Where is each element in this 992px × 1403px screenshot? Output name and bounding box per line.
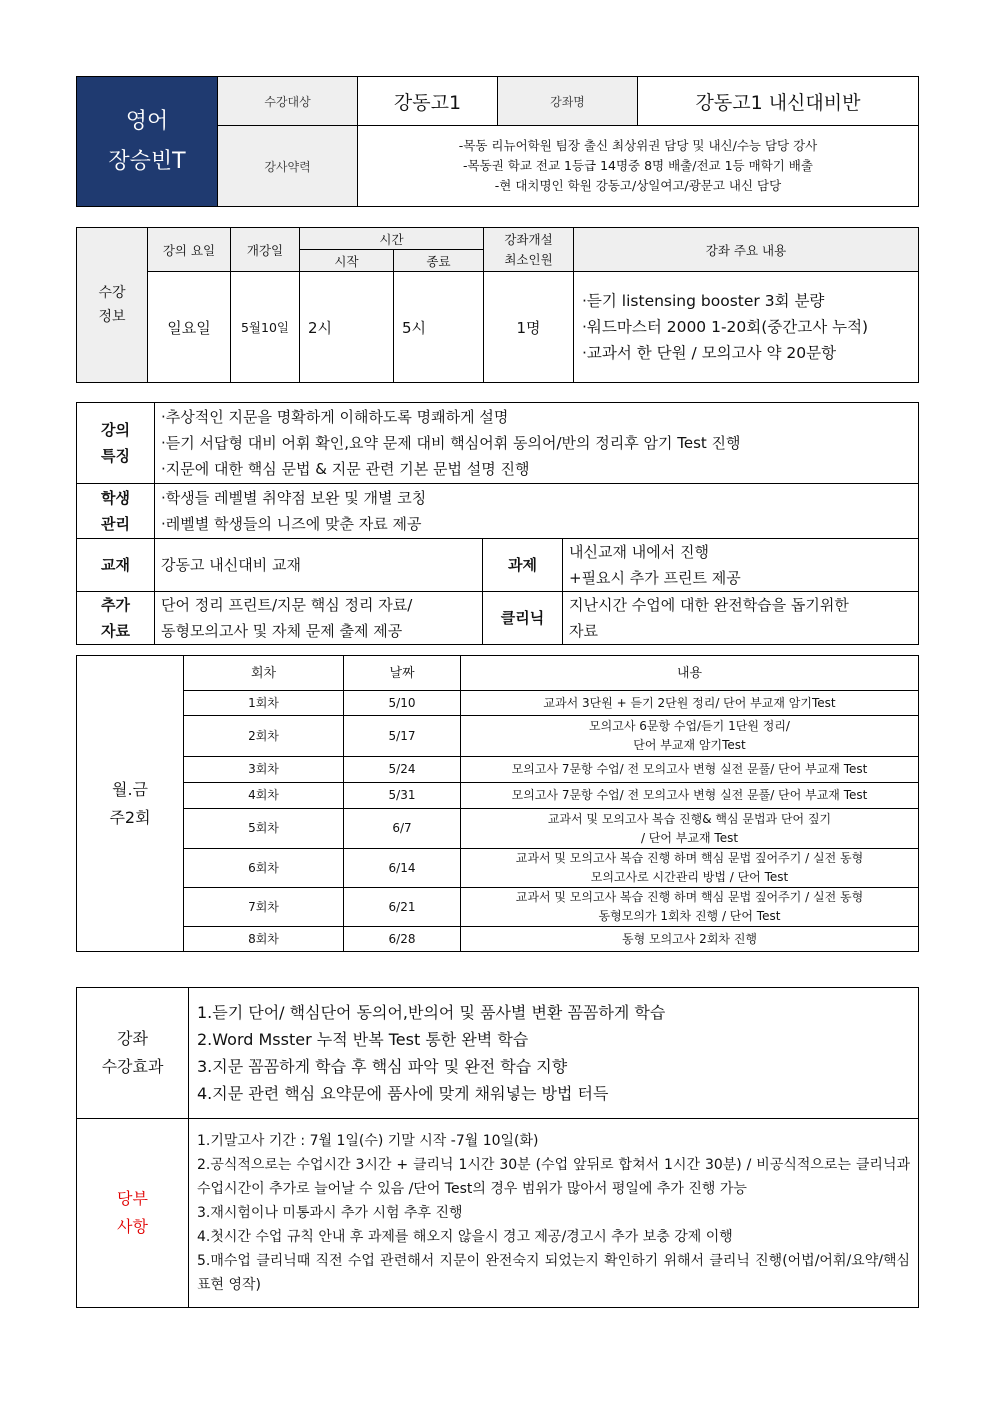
effects-notes-table (76, 987, 919, 1308)
session-cell: 5회차 (184, 809, 344, 849)
content-line: ·워드마스터 2000 1-20회(중간고사 누적) (582, 318, 869, 336)
clinic-line: 지난시간 수업에 대한 완전학습을 돕기위한 (569, 596, 849, 614)
session-cell: 6회차 (184, 849, 344, 888)
table-row (77, 716, 919, 757)
subject-teacher-badge (77, 77, 218, 207)
date-cell: 5/24 (344, 757, 461, 783)
course-info-table (76, 227, 919, 383)
main-content (574, 272, 919, 383)
table-row (77, 927, 919, 952)
col-time-end-header: 종료 (394, 250, 484, 272)
student-mgmt-text (155, 484, 919, 539)
content-line: 교과서 및 모의고사 복습 진행& 핵심 문법과 단어 짚기 (547, 811, 832, 826)
course-name-label: 강좌명 (498, 77, 638, 126)
date-cell: 5/17 (344, 716, 461, 757)
table-row (77, 849, 919, 888)
course-header-table (76, 76, 919, 207)
notes-text (189, 1119, 919, 1308)
note-line: 3.재시험이나 미통과시 추가 시험 추후 진행 (197, 1205, 463, 1221)
col-content-header: 강좌 주요 내용 (574, 228, 919, 272)
session-cell: 3회차 (184, 757, 344, 783)
feature-line: ·듣기 서답형 대비 어휘 확인,요약 문제 대비 핵심어휘 동의어/반의 정리후 암기 Test 진행 (161, 434, 741, 452)
effect-line: 3.지문 꼼꼼하게 학습 후 핵심 파악 및 완전 학습 지향 (197, 1057, 568, 1076)
date-cell: 6/7 (344, 809, 461, 849)
content-line: 교과서 및 모의고사 복습 진행 하며 핵심 문법 짚어주기 / 실전 동형 (515, 890, 864, 904)
col-min-header (484, 228, 574, 272)
student-mgmt-label (77, 484, 155, 539)
effects-side-label (77, 988, 189, 1119)
time-end-value: 5시 (394, 272, 484, 383)
side-line: 학생 (101, 489, 130, 507)
date-cell: 6/14 (344, 849, 461, 888)
col-min-line: 최소인원 (504, 251, 553, 267)
side-line: 사항 (117, 1217, 148, 1236)
extra-material-label (77, 592, 155, 645)
session-cell: 4회차 (184, 783, 344, 809)
content-cell (461, 716, 919, 757)
side-line: 강의 (101, 421, 130, 439)
side-line: 월.금 (112, 779, 148, 799)
side-line: 강좌 (117, 1029, 148, 1048)
content-line: ·교과서 한 단원 / 모의고사 약 20문항 (582, 344, 837, 362)
date-cell: 5/31 (344, 783, 461, 809)
extra-line: 동형모의고사 및 자체 문제 출제 제공 (161, 622, 403, 640)
homework-line: 내신교재 내에서 진행 (569, 543, 709, 561)
col-time-header: 시간 (300, 228, 484, 250)
date-cell: 6/28 (344, 927, 461, 952)
side-line: 수강효과 (101, 1057, 164, 1076)
extra-line: 단어 정리 프린트/지문 핵심 정리 자료/ (161, 596, 413, 614)
side-line: 자료 (101, 622, 130, 640)
table-row (77, 888, 919, 927)
content-cell (461, 809, 919, 849)
features-table (76, 402, 919, 645)
target-label: 수강대상 (218, 77, 358, 126)
note-line: 2.공식적으로는 수업시간 3시간 + 클리닉 1시간 30분 (수업 앞뒤로 합쳐서 1시간 30분) / 비공식적으로는 클리닉과 수업시간이 추가로 늘어날 수 있음 /단어 Test의 경우 범위가 많아서 평일에 추가 진행 가능 (197, 1157, 910, 1197)
session-cell: 2회차 (184, 716, 344, 757)
session-cell: 1회차 (184, 691, 344, 716)
col-time-start-header: 시작 (300, 250, 394, 272)
table-row (77, 757, 919, 783)
side-line: 특징 (101, 447, 130, 465)
min-people-value: 1명 (484, 272, 574, 383)
side-line: 추가 (101, 596, 130, 614)
col-start-date-header: 개강일 (231, 228, 300, 272)
lecture-feature-text (155, 403, 919, 484)
schedule-header-date: 날짜 (344, 656, 461, 691)
side-line: 주2회 (109, 807, 151, 827)
start-date-value: 5월10일 (231, 272, 300, 383)
content-line: 모의고사 7문항 수업/ 전 모의고사 변형 실전 문풀/ 단어 부교재 Test (511, 788, 868, 802)
student-line: ·레벨별 학생들의 니즈에 맞춘 자료 제공 (161, 515, 422, 533)
student-line: ·학생들 레벨별 취약점 보완 및 개별 코칭 (161, 489, 427, 507)
col-day-header: 강의 요일 (148, 228, 231, 272)
course-name-value: 강동고1 내신대비반 (638, 77, 919, 126)
subject-label: 영어 (125, 108, 169, 134)
schedule-table (76, 655, 919, 952)
content-line: / 단어 부교재 Test (640, 830, 739, 845)
note-line: 4.첫시간 수업 규칙 안내 후 과제를 해오지 않을시 경고 제공/경고시 추가 보충 강제 이행 (197, 1229, 733, 1245)
notes-side-label (77, 1119, 189, 1308)
note-line: 1.기말고사 기간 : 7월 1일(수) 기말 시작 -7월 10일(화) (197, 1133, 539, 1149)
date-cell: 5/10 (344, 691, 461, 716)
content-cell (461, 783, 919, 809)
schedule-header-content: 내용 (461, 656, 919, 691)
content-line: 교과서 3단원 + 듣기 2단원 정리/ 단어 부교재 암기Test (543, 695, 836, 710)
content-line: 동형모의가 1회차 진행 / 단어 Test (598, 909, 781, 923)
extra-material-text (155, 592, 483, 645)
career-line: -현 대치명인 학원 강동고/상일여고/광문고 내신 담당 (494, 178, 782, 193)
time-start-value: 2시 (300, 272, 394, 383)
info-side-line: 정보 (98, 309, 126, 325)
content-line: 교과서 및 모의고사 복습 진행 하며 핵심 문법 짚어주기 / 실전 동형 (515, 851, 864, 865)
date-cell: 6/21 (344, 888, 461, 927)
schedule-side-label (77, 656, 184, 952)
homework-line: +필요시 추가 프린트 제공 (569, 569, 741, 587)
homework-text (563, 539, 919, 592)
info-side-line: 수강 (98, 285, 126, 301)
content-line: 모의고사로 시간관리 방법 / 단어 Test (590, 870, 789, 884)
side-line: 당부 (117, 1189, 148, 1208)
table-row (77, 809, 919, 849)
clinic-line: 자료 (569, 622, 598, 640)
content-cell (461, 691, 919, 716)
content-cell (461, 849, 919, 888)
content-line: 동형 모의고사 2회차 진행 (622, 931, 757, 946)
textbook-label: 교재 (77, 539, 155, 592)
table-row (77, 783, 919, 809)
target-value: 강동고1 (358, 77, 498, 126)
side-line: 관리 (101, 515, 130, 533)
homework-label: 과제 (483, 539, 563, 592)
session-cell: 8회차 (184, 927, 344, 952)
feature-line: ·지문에 대한 핵심 문법 & 지문 관련 기본 문법 설명 진행 (161, 460, 530, 478)
table-row (77, 691, 919, 716)
feature-line: ·추상적인 지문을 명확하게 이해하도록 명쾌하게 설명 (161, 408, 509, 426)
lecture-feature-label (77, 403, 155, 484)
career-line: -목동 리뉴어학원 팀장 출신 최상위권 담당 및 내신/수능 담당 강사 (458, 138, 818, 153)
content-line: 모의고사 6문항 수업/듣기 1단원 정리/ (589, 719, 790, 733)
content-cell (461, 927, 919, 952)
clinic-label: 클리닉 (483, 592, 563, 645)
session-cell: 7회차 (184, 888, 344, 927)
content-line: 모의고사 7문항 수업/ 전 모의고사 변형 실전 문풀/ 단어 부교재 Test (511, 762, 868, 776)
content-cell (461, 757, 919, 783)
content-line: ·듣기 listensing booster 3회 분량 (582, 292, 825, 310)
career-label: 강사약력 (218, 126, 358, 207)
textbook-value: 강동고 내신대비 교재 (155, 539, 483, 592)
day-value: 일요일 (148, 272, 231, 383)
content-cell (461, 888, 919, 927)
effect-line: 2.Word Msster 누적 반복 Test 통한 완벽 학습 (197, 1030, 529, 1049)
info-side-label (77, 228, 148, 383)
teacher-label: 장승빈T (108, 148, 186, 174)
effect-line: 1.듣기 단어/ 핵심단어 동의어,반의어 및 품사별 변환 꼼꼼하게 학습 (197, 1003, 666, 1022)
col-min-line: 강좌개설 (504, 231, 553, 247)
career-text (358, 126, 919, 207)
note-line: 5.매수업 클리닉때 직전 수업 관련해서 지문이 완전숙지 되었는지 확인하기 위해서 클리닉 진행(어법/어휘/요약/핵심표현 영작) (197, 1253, 910, 1293)
effects-text (189, 988, 919, 1119)
content-line: 단어 부교재 암기Test (633, 738, 746, 752)
career-line: -목동권 학교 전교 1등급 14명중 8명 배출/전교 1등 매학기 배출 (463, 158, 813, 173)
schedule-header-session: 회차 (184, 656, 344, 691)
effect-line: 4.지문 관련 핵심 요약문에 품사에 맞게 채워넣는 방법 터득 (197, 1084, 609, 1103)
clinic-text (563, 592, 919, 645)
